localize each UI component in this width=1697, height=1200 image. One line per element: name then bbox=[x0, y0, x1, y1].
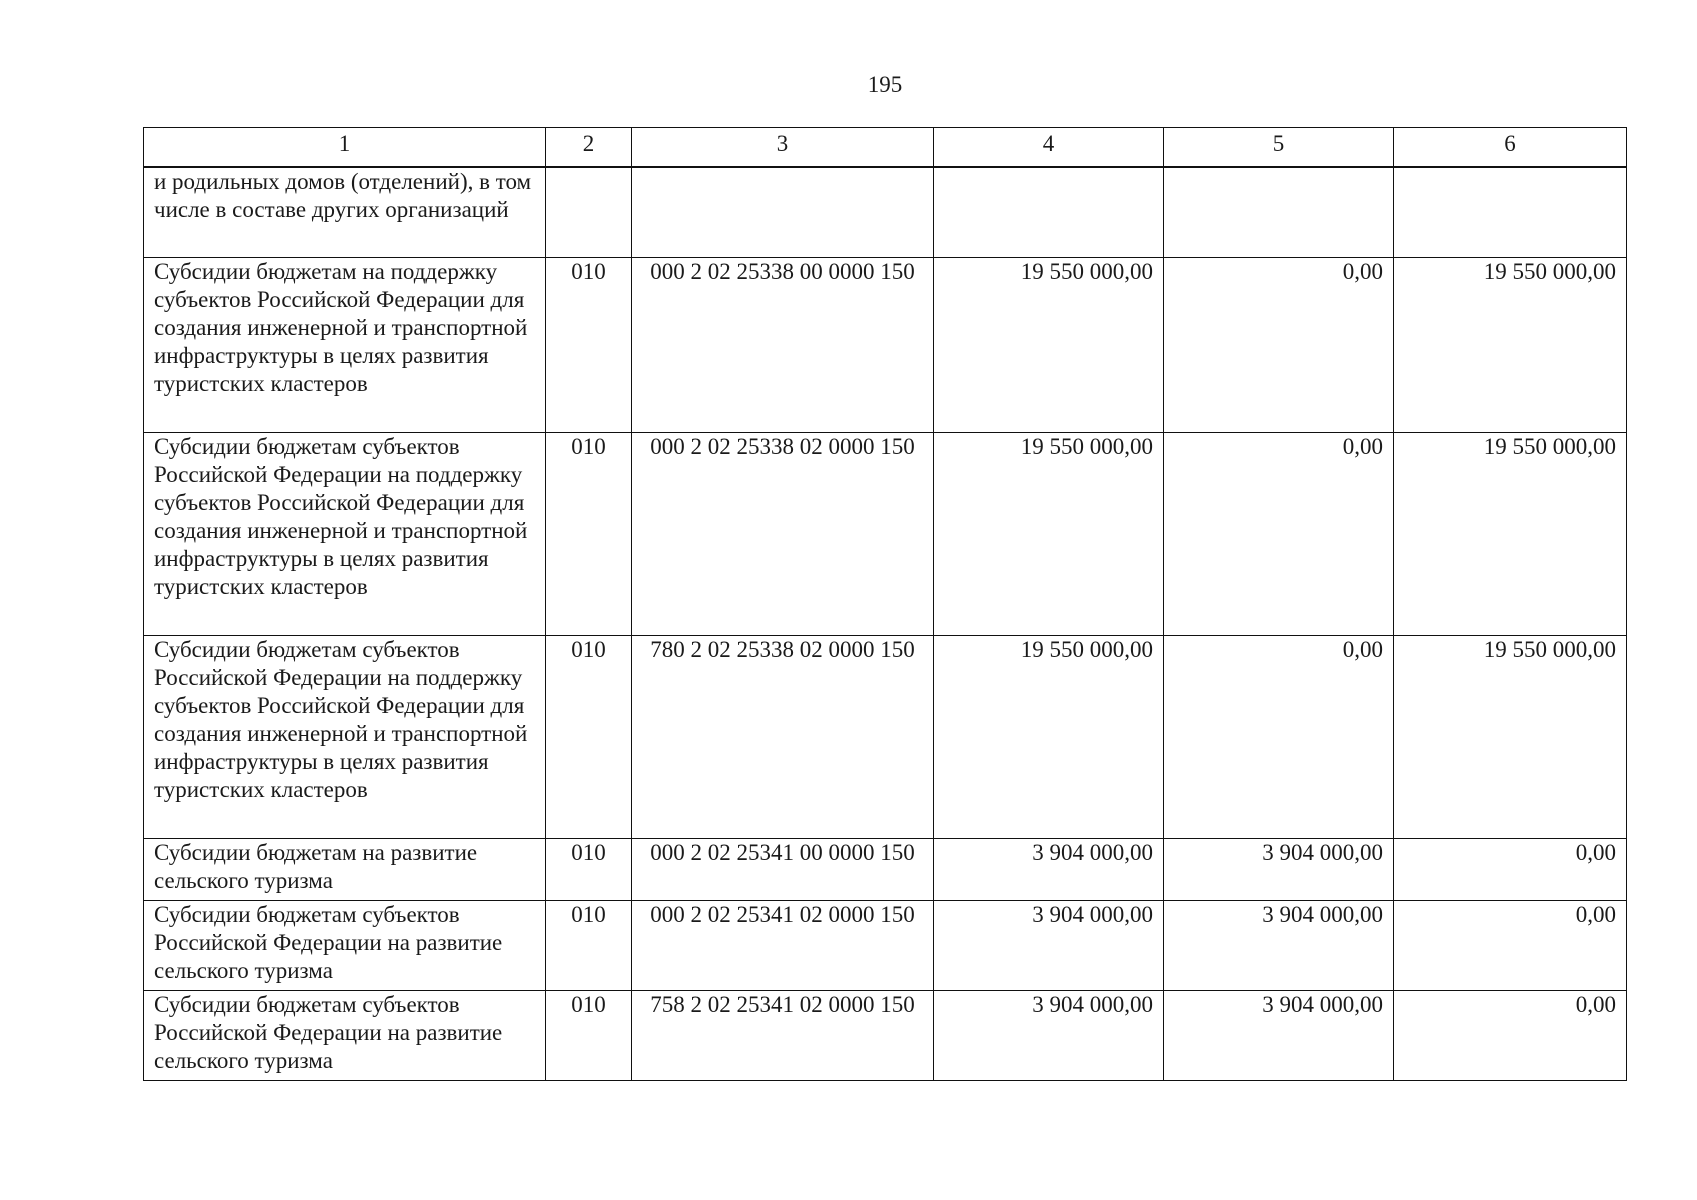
row-col6-cell bbox=[1394, 167, 1627, 258]
row-name-cell: Субсидии бюджетам субъектов Российской Федерации на развитие сельского туризма bbox=[144, 901, 546, 991]
row-code-cell bbox=[546, 167, 632, 258]
table-row bbox=[144, 901, 1627, 991]
row-kbk-cell: 000 2 02 25341 02 0000 150 bbox=[632, 901, 934, 991]
column-header-3: 3 bbox=[632, 128, 934, 168]
row-code-cell: 010 bbox=[546, 991, 632, 1081]
row-col4-cell: 19 550 000,00 bbox=[934, 433, 1164, 636]
column-header-1: 1 bbox=[144, 128, 546, 168]
row-col6-cell: 0,00 bbox=[1394, 839, 1627, 901]
row-name-cell: Субсидии бюджетам субъектов Российской Федерации на поддержку субъектов Российской Федерации для создания инженерной и транспортной инфраструктуры в целях развития туристских кластеров bbox=[144, 636, 546, 839]
row-col4-cell: 19 550 000,00 bbox=[934, 258, 1164, 433]
row-col4-cell: 3 904 000,00 bbox=[934, 839, 1164, 901]
table-row bbox=[144, 991, 1627, 1081]
row-col6-cell: 19 550 000,00 bbox=[1394, 258, 1627, 433]
header-row bbox=[144, 128, 1627, 168]
page-number: 195 bbox=[867, 72, 903, 97]
row-col6-cell: 0,00 bbox=[1394, 991, 1627, 1081]
table-row bbox=[144, 636, 1627, 839]
row-kbk-cell bbox=[632, 167, 934, 258]
row-col6-cell: 19 550 000,00 bbox=[1394, 636, 1627, 839]
table-row bbox=[144, 839, 1627, 901]
row-kbk-cell: 758 2 02 25341 02 0000 150 bbox=[632, 991, 934, 1081]
row-col4-cell: 3 904 000,00 bbox=[934, 991, 1164, 1081]
row-name-cell: Субсидии бюджетам на развитие сельского туризма bbox=[144, 839, 546, 901]
column-header-6: 6 bbox=[1394, 128, 1627, 168]
table-header bbox=[144, 128, 1627, 168]
row-col6-cell: 19 550 000,00 bbox=[1394, 433, 1627, 636]
row-name-cell: и родильных домов (отделений), в том числе в составе других организаций bbox=[144, 167, 546, 258]
budget-table bbox=[143, 127, 1627, 1081]
row-col5-cell: 3 904 000,00 bbox=[1164, 991, 1394, 1081]
row-code-cell: 010 bbox=[546, 258, 632, 433]
table-row bbox=[144, 167, 1627, 258]
column-header-5: 5 bbox=[1164, 128, 1394, 168]
table-body bbox=[144, 167, 1627, 1081]
row-col5-cell: 0,00 bbox=[1164, 636, 1394, 839]
row-name-cell: Субсидии бюджетам субъектов Российской Федерации на развитие сельского туризма bbox=[144, 991, 546, 1081]
row-col4-cell: 19 550 000,00 bbox=[934, 636, 1164, 839]
row-kbk-cell: 000 2 02 25338 00 0000 150 bbox=[632, 258, 934, 433]
row-col5-cell bbox=[1164, 167, 1394, 258]
row-kbk-cell: 000 2 02 25341 00 0000 150 bbox=[632, 839, 934, 901]
row-code-cell: 010 bbox=[546, 636, 632, 839]
row-col5-cell: 3 904 000,00 bbox=[1164, 901, 1394, 991]
column-header-2: 2 bbox=[546, 128, 632, 168]
row-col5-cell: 0,00 bbox=[1164, 258, 1394, 433]
row-name-cell: Субсидии бюджетам субъектов Российской Федерации на поддержку субъектов Российской Федерации для создания инженерной и транспортной инфраструктуры в целях развития туристских кластеров bbox=[144, 433, 546, 636]
row-code-cell: 010 bbox=[546, 901, 632, 991]
row-kbk-cell: 000 2 02 25338 02 0000 150 bbox=[632, 433, 934, 636]
row-col6-cell: 0,00 bbox=[1394, 901, 1627, 991]
table-row bbox=[144, 433, 1627, 636]
row-code-cell: 010 bbox=[546, 433, 632, 636]
row-col5-cell: 3 904 000,00 bbox=[1164, 839, 1394, 901]
row-col5-cell: 0,00 bbox=[1164, 433, 1394, 636]
row-col4-cell: 3 904 000,00 bbox=[934, 901, 1164, 991]
row-col4-cell bbox=[934, 167, 1164, 258]
row-name-cell: Субсидии бюджетам на поддержку субъектов Российской Федерации для создания инженерной и транспортной инфраструктуры в целях развития туристских кластеров bbox=[144, 258, 546, 433]
table-row bbox=[144, 258, 1627, 433]
column-header-4: 4 bbox=[934, 128, 1164, 168]
row-kbk-cell: 780 2 02 25338 02 0000 150 bbox=[632, 636, 934, 839]
row-code-cell: 010 bbox=[546, 839, 632, 901]
